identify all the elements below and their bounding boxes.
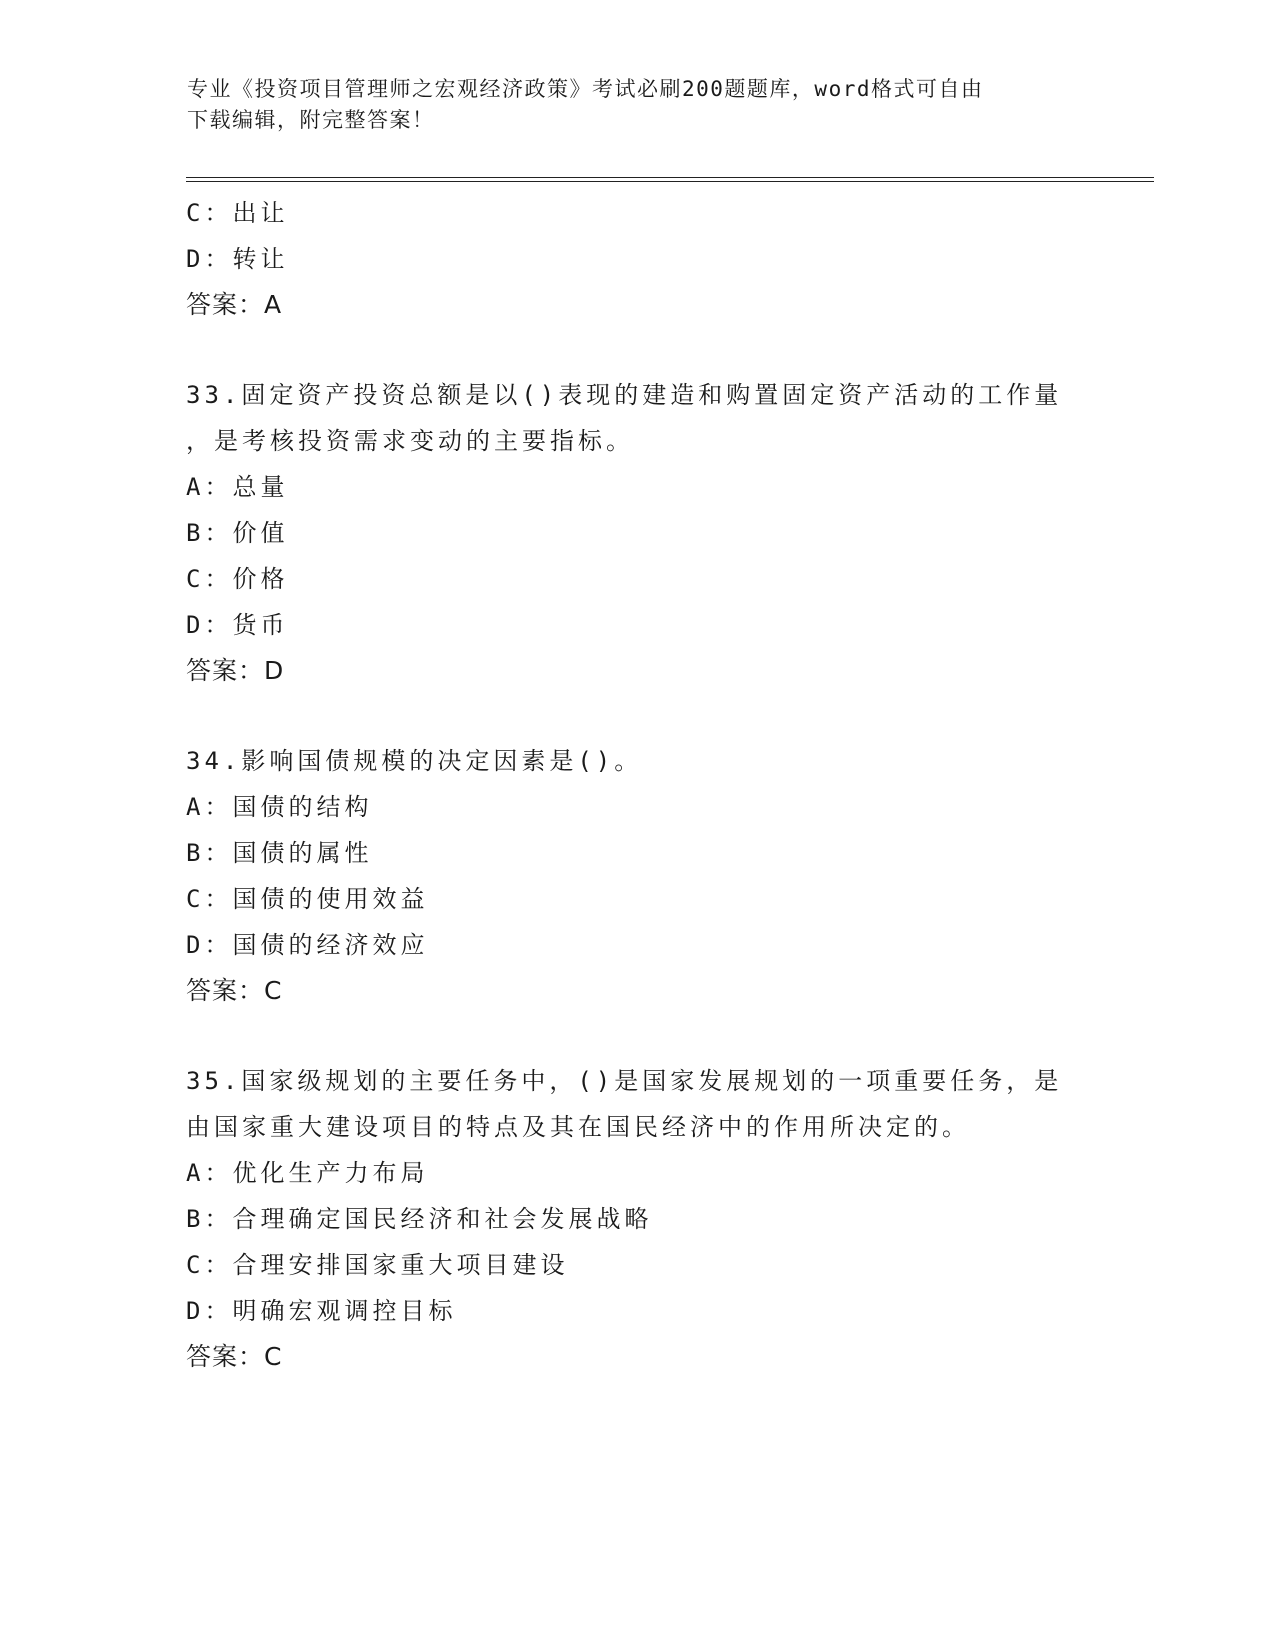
- answer-line: 答案：A: [186, 290, 283, 319]
- option-a: A：总量: [186, 473, 289, 501]
- option-b: B：合理确定国民经济和社会发展战略: [186, 1205, 653, 1233]
- question-stem-line: 由国家重大建设项目的特点及其在国民经济中的作用所决定的。: [186, 1113, 970, 1141]
- option-a: A：优化生产力布局: [186, 1159, 429, 1187]
- option-c: C：国债的使用效益: [186, 885, 429, 913]
- header-rule-top: [186, 177, 1154, 178]
- answer-line: 答案：C: [186, 976, 283, 1005]
- document-header: [187, 74, 1087, 136]
- question-block-33: [186, 372, 1086, 694]
- header-rule-bottom: [186, 181, 1154, 182]
- option-c: C：出让: [186, 199, 289, 227]
- answer-line: 答案：C: [186, 1342, 283, 1371]
- question-block-prev: [186, 190, 1086, 328]
- question-stem-line: ，是考核投资需求变动的主要指标。: [186, 427, 634, 455]
- header-line-1: 专业《投资项目管理师之宏观经济政策》考试必刷200题题库，word格式可自由: [187, 77, 984, 101]
- spacer: [186, 328, 1086, 372]
- option-b: B：价值: [186, 519, 289, 547]
- question-stem-line: 33.固定资产投资总额是以()表现的建造和购置固定资产活动的工作量: [186, 381, 1063, 409]
- header-line-2: 下载编辑，附完整答案！: [187, 108, 435, 132]
- option-d: D：货币: [186, 611, 289, 639]
- question-stem-line: 34.影响国债规模的决定因素是()。: [186, 747, 643, 775]
- question-stem-line: 35.国家级规划的主要任务中，()是国家发展规划的一项重要任务，是: [186, 1067, 1063, 1095]
- option-d: D：明确宏观调控目标: [186, 1297, 457, 1325]
- question-block-35: [186, 1058, 1086, 1380]
- option-c: C：合理安排国家重大项目建设: [186, 1251, 569, 1279]
- question-list: [186, 190, 1086, 1380]
- question-block-34: [186, 738, 1086, 1014]
- spacer: [186, 694, 1086, 738]
- spacer: [186, 1014, 1086, 1058]
- option-c: C：价格: [186, 565, 289, 593]
- option-d: D：国债的经济效应: [186, 931, 429, 959]
- answer-line: 答案：D: [186, 656, 285, 685]
- option-a: A：国债的结构: [186, 793, 373, 821]
- option-d: D：转让: [186, 245, 289, 273]
- option-b: B：国债的属性: [186, 839, 373, 867]
